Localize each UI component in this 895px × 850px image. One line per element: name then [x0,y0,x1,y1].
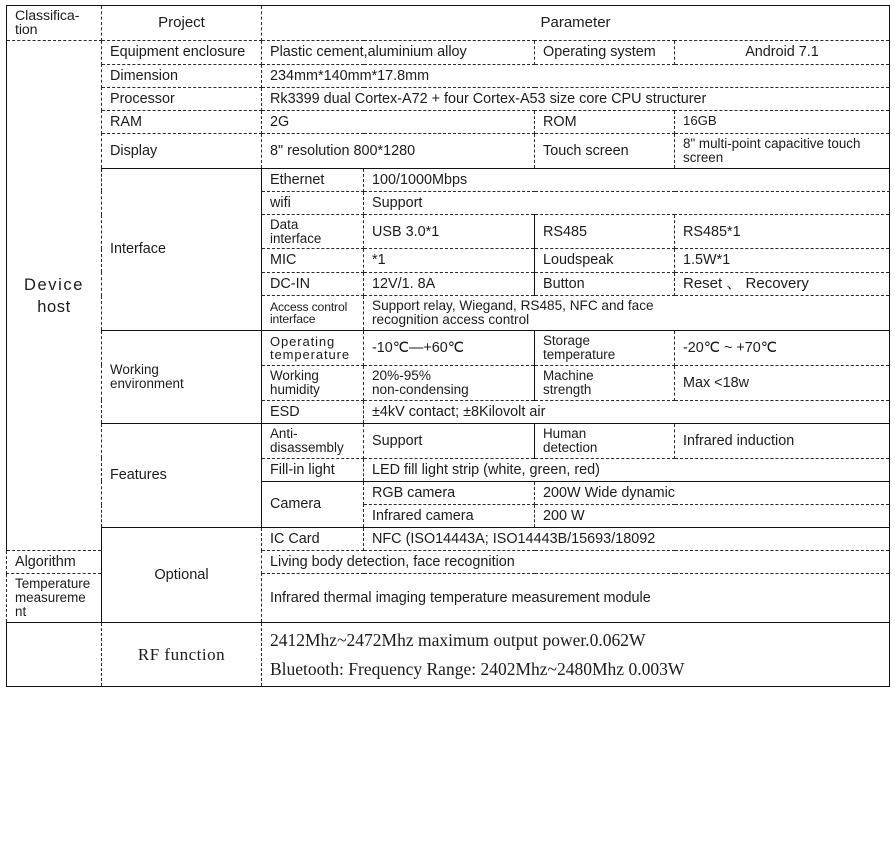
sub-label-anti-disassembly-line2: disassembly [270,439,344,455]
sub-value-loudspeak: 1.5W*1 [675,249,890,272]
table-row-display [7,133,890,168]
table-row-optional-ic-card [7,528,890,551]
sub-label-storage-temperature-line1: Storage [543,333,590,349]
sub-label-dc-in: DC-IN [262,272,364,296]
row-value-rom: 16GB [675,110,890,133]
table-row-processor [7,87,890,110]
sub-value-access-control-line1: Support relay, Wiegand, RS485, NFC and face [372,298,654,314]
row-value-rf-function-line1: 2412Mhz~2472Mhz maximum output power.0.062W [270,630,646,651]
sub-label-storage-temperature-line2: temperature [543,346,616,362]
row-value-ic-card: NFC (ISO14443A; ISO14443B/15693/18092 [364,528,890,551]
sub-label-anti-disassembly-line1: Anti- [270,425,298,441]
row-label-working-environment-line2: environment [110,375,184,391]
row-label-algorithm: Algorithm [7,551,102,574]
sub-label-machine-strength-line2: strength [543,381,592,397]
group-label-rf-function: RF function [102,623,262,687]
table-row-equipment-enclosure [7,41,890,64]
sub-value-camera-infrared-spec: 200 W [535,505,890,528]
sub-label-fill-in-light: Fill-in light [262,458,364,481]
sub-value-wifi: Support [364,191,890,214]
sub-label-working-humidity [262,365,364,400]
sub-value-working-humidity-line2: non-condensing [372,381,469,397]
row-label-features: Features [102,423,262,527]
table-row-rf-function [7,623,890,687]
sub-value-working-humidity [364,365,535,400]
row-value-dimension: 234mm*140mm*17.8mm [262,64,890,87]
sub-label-ethernet: Ethernet [262,168,364,191]
sub-label-operating-temperature-line2: temperature [270,346,350,362]
row-value-temperature-measurement: Infrared thermal imaging temperature measurement module [262,574,890,623]
group-label-device-host [7,41,102,551]
row-label-temperature-measurement-line2: measurement [15,590,86,620]
row-label-processor: Processor [102,87,262,110]
sub-value-camera-infrared-type: Infrared camera [364,505,535,528]
row-label-ram: RAM [102,110,262,133]
row-label-dimension: Dimension [102,64,262,87]
row-value-equipment-enclosure: Plastic cement,aluminium alloy [262,41,535,64]
sub-label-loudspeak: Loudspeak [535,249,675,272]
row-value-ram: 2G [262,110,535,133]
header-classification [7,6,102,41]
header-classification-line1: Classifica- [15,8,80,24]
row-label-temperature-measurement-line1: Temperature [15,576,91,592]
sub-value-machine-strength: Max <18w [675,365,890,400]
sub-value-working-humidity-line1: 20%-95% [372,367,431,383]
row-label-ic-card: IC Card [262,528,364,551]
sub-label-operating-temperature [262,331,364,366]
sub-value-fill-in-light: LED fill light strip (white, green, red) [364,458,890,481]
sub-value-button: Reset 、 Recovery [675,272,890,296]
row-value-rf-function [262,623,890,687]
row-value-algorithm: Living body detection, face recognition [262,551,890,574]
sub-label-mic: MIC [262,249,364,272]
sub-label-data-interface-line1: Data [270,217,299,233]
sub-label-operating-temperature-line1: Operating [270,333,336,349]
sub-label-rs485: RS485 [535,215,675,249]
row-label-operating-system: Operating system [535,41,675,64]
sub-value-ethernet: 100/1000Mbps [364,168,890,191]
row-label-equipment-enclosure: Equipment enclosure [102,41,262,64]
table-row-working-env-operating-temp [7,331,890,366]
row-label-temperature-measurement [7,574,102,623]
row-value-rf-function-line2: Bluetooth: Frequency Range: 2402Mhz~2480Mhz 0.003W [270,658,685,679]
row-value-operating-system: Android 7.1 [675,41,890,64]
table-row-ram [7,110,890,133]
row-label-interface: Interface [102,168,262,330]
sub-label-access-control-line2: interface [270,312,316,327]
sub-value-anti-disassembly: Support [364,423,535,458]
sub-label-working-humidity-line1: Working [270,367,319,383]
sub-label-human-detection [535,423,675,458]
row-label-rom: ROM [535,110,675,133]
sub-value-access-control-line2: recognition access control [372,312,530,328]
header-classification-line2: tion [15,22,38,39]
row-value-touch-screen: 8" multi-point capacitive touch screen [675,133,890,168]
sub-label-storage-temperature [535,331,675,366]
sub-label-access-control-line1: Access control [270,299,348,314]
row-label-display: Display [102,133,262,168]
group-label-rf-spacer [7,623,102,687]
sub-value-mic: *1 [364,249,535,272]
sub-label-data-interface-line2: interface [270,230,322,246]
sub-label-human-detection-line1: Human [543,425,587,441]
group-label-optional: Optional [102,528,262,623]
sub-value-operating-temperature: -10℃—+60℃ [364,331,535,366]
header-project: Project [102,6,262,41]
sub-label-access-control-interface [262,296,364,331]
sub-label-anti-disassembly [262,423,364,458]
sub-label-machine-strength-line1: Machine [543,367,594,383]
device-specification-table [6,5,890,687]
sub-value-access-control-interface [364,296,890,331]
sub-value-camera-rgb-spec: 200W Wide dynamic [535,481,890,504]
row-value-processor: Rk3399 dual Cortex-A72 + four Cortex-A53 size core CPU structurer [262,87,890,110]
sub-value-dc-in: 12V/1. 8A [364,272,535,296]
sub-label-wifi: wifi [262,191,364,214]
sub-label-camera: Camera [262,481,364,527]
sub-label-data-interface [262,215,364,249]
sub-value-human-detection: Infrared induction [675,423,890,458]
table-row-interface-ethernet [7,168,890,191]
row-value-display: 8" resolution 800*1280 [262,133,535,168]
group-label-device-host-line2: host [37,297,71,316]
table-row-dimension [7,64,890,87]
sub-value-esd: ±4kV contact; ±8Kilovolt air [364,400,890,423]
row-label-touch-screen: Touch screen [535,133,675,168]
sub-label-button: Button [535,272,675,296]
sub-value-storage-temperature: -20℃ ~ +70℃ [675,331,890,366]
group-label-device-host-line1: Device [23,275,85,294]
sub-label-human-detection-line2: detection [543,439,598,455]
sub-value-camera-rgb-type: RGB camera [364,481,535,504]
table-row-features-anti-disassembly [7,423,890,458]
sub-label-working-humidity-line2: humidity [270,381,320,397]
sub-value-data-interface: USB 3.0*1 [364,215,535,249]
header-parameter: Parameter [262,6,890,41]
sub-label-esd: ESD [262,400,364,423]
table-header-row [7,6,890,41]
row-label-working-environment-line1: Working [110,362,159,378]
row-label-working-environment [102,331,262,424]
sub-label-machine-strength [535,365,675,400]
sub-value-rs485: RS485*1 [675,215,890,249]
